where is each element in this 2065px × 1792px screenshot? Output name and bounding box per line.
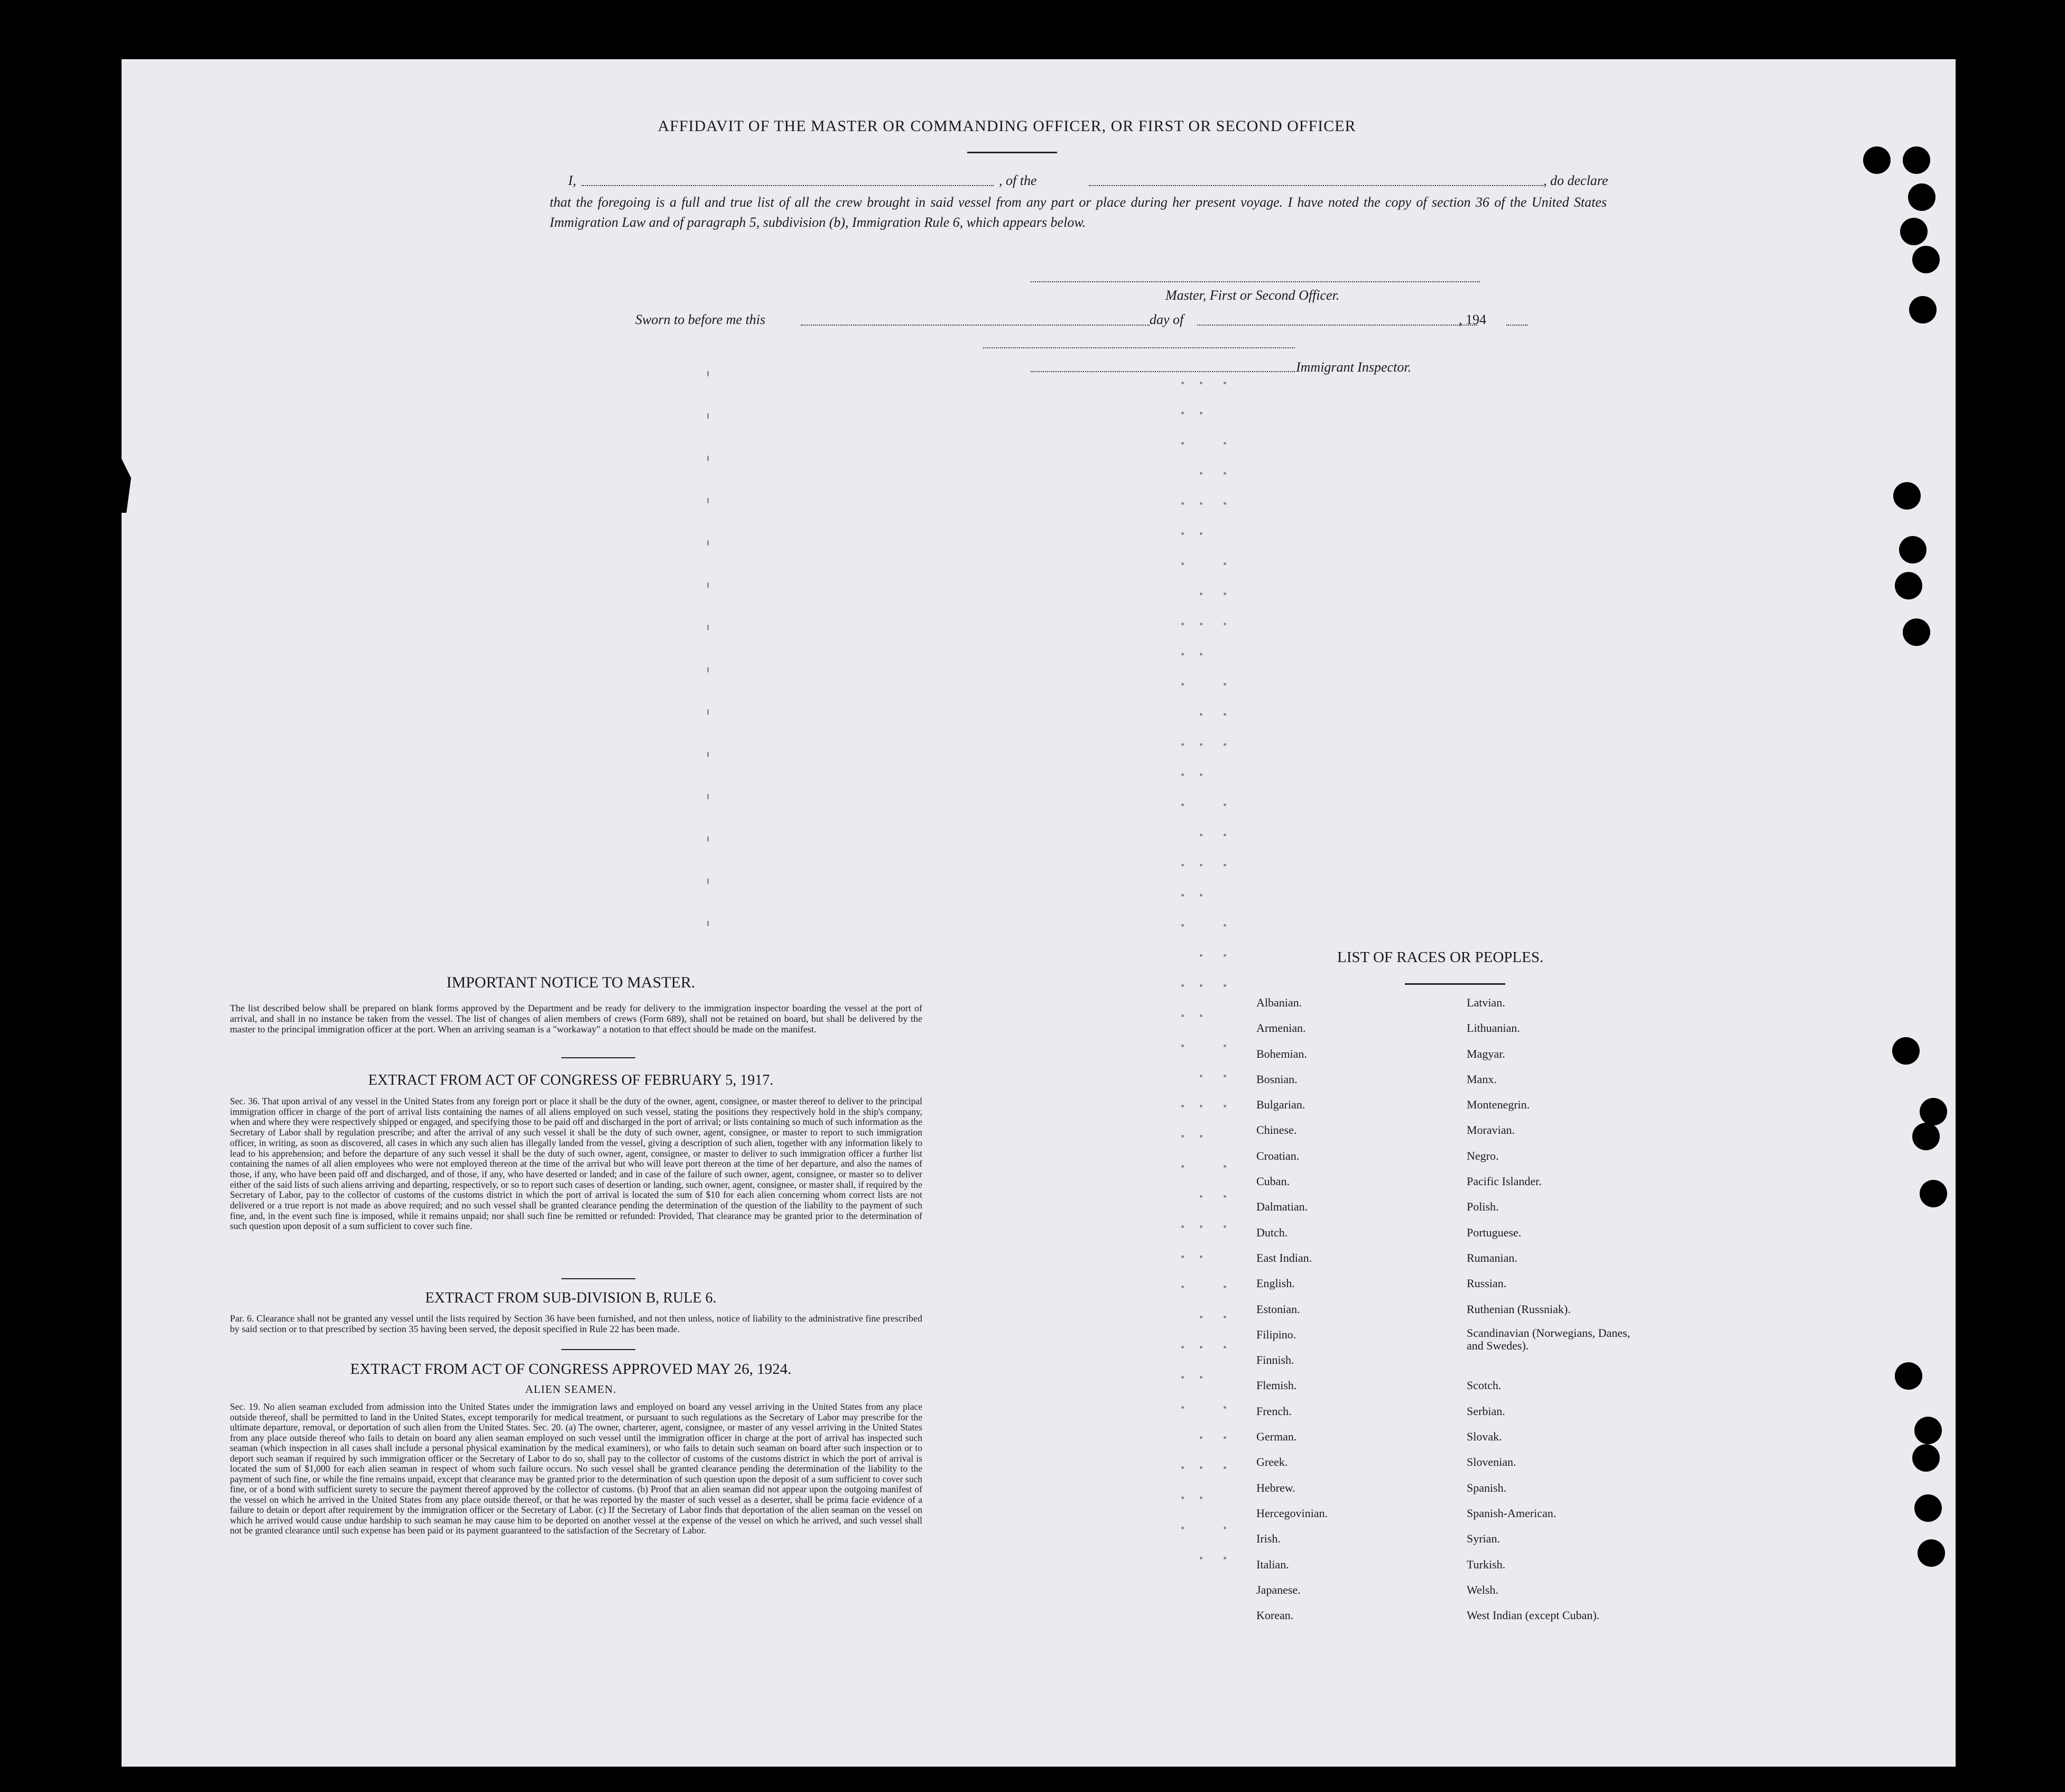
show-through-dot bbox=[1224, 593, 1226, 595]
sworn-blank[interactable] bbox=[801, 325, 1150, 326]
punch-hole bbox=[1895, 1362, 1922, 1390]
race-item: English. bbox=[1256, 1277, 1295, 1290]
race-item: Ruthenian (Russniak). bbox=[1467, 1302, 1571, 1316]
race-item: Magyar. bbox=[1467, 1047, 1505, 1060]
show-through-dot bbox=[1224, 442, 1226, 445]
show-through-dot bbox=[1181, 1165, 1184, 1168]
show-through-dot bbox=[1181, 1466, 1184, 1469]
show-through-dot bbox=[707, 709, 709, 715]
show-through-dot bbox=[1181, 1105, 1184, 1107]
extract-1924-subtitle: ALIEN SEAMEN. bbox=[525, 1383, 617, 1396]
show-through-dot bbox=[1224, 1466, 1226, 1469]
show-through-dot bbox=[1181, 984, 1184, 987]
show-through-dot bbox=[1200, 1316, 1202, 1318]
show-through-dot bbox=[1200, 773, 1202, 776]
race-item: Latvian. bbox=[1467, 996, 1505, 1009]
race-item: Spanish-American. bbox=[1467, 1506, 1557, 1520]
show-through-dot bbox=[1200, 1466, 1202, 1469]
punch-hole bbox=[1892, 1037, 1920, 1065]
race-item: Japanese. bbox=[1256, 1583, 1301, 1596]
show-through-dot bbox=[707, 498, 709, 503]
show-through-dot bbox=[1181, 653, 1184, 655]
show-through-dot bbox=[1200, 1105, 1202, 1107]
show-through-dot bbox=[1200, 472, 1202, 475]
show-through-dot bbox=[1224, 623, 1226, 625]
punch-hole bbox=[1900, 218, 1928, 245]
show-through-dot bbox=[1181, 412, 1184, 414]
notice-title: IMPORTANT NOTICE TO MASTER. bbox=[446, 974, 696, 991]
race-item: Scandinavian (Norwegians, Danes, and Swedes). bbox=[1467, 1326, 1631, 1352]
race-item: Hercegovinian. bbox=[1256, 1506, 1328, 1520]
inspector-label: Immigrant Inspector. bbox=[1296, 359, 1412, 375]
race-item: Syrian. bbox=[1467, 1532, 1500, 1546]
divider-3 bbox=[561, 1349, 635, 1350]
show-through-dot bbox=[1181, 623, 1184, 625]
rule6-title: EXTRACT FROM SUB-DIVISION B, RULE 6. bbox=[425, 1290, 717, 1306]
race-item: Bohemian. bbox=[1256, 1047, 1307, 1060]
race-item: Montenegrin. bbox=[1467, 1098, 1530, 1112]
show-through-dot bbox=[707, 371, 709, 376]
race-item: Lithuanian. bbox=[1467, 1021, 1520, 1035]
show-through-dot bbox=[1200, 1135, 1202, 1138]
show-through-dot bbox=[1224, 502, 1226, 505]
show-through-dot bbox=[1224, 1075, 1226, 1077]
vessel-blank[interactable] bbox=[1089, 185, 1543, 186]
race-item: Armenian. bbox=[1256, 1021, 1306, 1035]
show-through-dot bbox=[1181, 803, 1184, 806]
show-through-dot bbox=[707, 667, 709, 672]
races-left-column bbox=[1256, 995, 1447, 1633]
race-item: Rumanian. bbox=[1467, 1251, 1517, 1264]
show-through-dot bbox=[1181, 864, 1184, 866]
affidavit-declare: , do declare bbox=[1543, 173, 1608, 188]
show-through-dot bbox=[1181, 532, 1184, 535]
race-item: Russian. bbox=[1467, 1277, 1507, 1290]
show-through-dot bbox=[1181, 1376, 1184, 1379]
race-item: West Indian (except Cuban). bbox=[1467, 1609, 1600, 1622]
show-through-dot bbox=[707, 583, 709, 588]
race-item: Greek. bbox=[1256, 1455, 1288, 1469]
race-item: German. bbox=[1256, 1430, 1297, 1444]
show-through-dot bbox=[1224, 1286, 1226, 1288]
affidavit-i: I, bbox=[568, 173, 577, 188]
show-through-dot bbox=[1224, 1105, 1226, 1107]
show-through-dot bbox=[1224, 954, 1226, 957]
master-label: Master, First or Second Officer. bbox=[1165, 288, 1340, 303]
notice-body: The list described below shall be prepared on blank forms approved by the Department and be ready for delivery to the immigration inspector boarding the vessel at the port of arrival, and shall in no instance be taken from the vessel. The list of changes of alien members of crews (Form 689), shall not be retained on board, but shall be delivered by the master to the principal immigration officer at the port. When an arriving seaman is a "workaway" a notation to that effect should be made on the manifest. bbox=[230, 1003, 922, 1034]
show-through-dot bbox=[1181, 502, 1184, 505]
show-through-dot bbox=[1200, 984, 1202, 987]
show-through-dot bbox=[1200, 894, 1202, 897]
show-through-dot bbox=[707, 921, 709, 926]
show-through-dot bbox=[1224, 472, 1226, 475]
race-item: Bosnian. bbox=[1256, 1072, 1298, 1086]
race-item: Flemish. bbox=[1256, 1379, 1297, 1392]
show-through-dot bbox=[1200, 954, 1202, 957]
show-through-dot bbox=[1200, 834, 1202, 836]
show-through-dot bbox=[1200, 1014, 1202, 1017]
show-through-dot bbox=[1200, 1195, 1202, 1198]
show-through-dot bbox=[1181, 773, 1184, 776]
show-through-dot bbox=[1181, 924, 1184, 927]
punch-hole bbox=[1918, 1539, 1945, 1567]
show-through-dot bbox=[1181, 1286, 1184, 1288]
punch-hole bbox=[1893, 482, 1921, 510]
punch-hole bbox=[1895, 572, 1922, 599]
show-through-dot bbox=[1200, 412, 1202, 414]
show-through-dot bbox=[1181, 442, 1184, 445]
punch-hole bbox=[1912, 1123, 1940, 1150]
race-item: Pacific Islander. bbox=[1467, 1175, 1542, 1188]
show-through-dot bbox=[1224, 864, 1226, 866]
inspector-line-2[interactable] bbox=[1031, 371, 1295, 372]
divider-1 bbox=[561, 1057, 635, 1058]
show-through-dot bbox=[1224, 1527, 1226, 1529]
show-through-dot bbox=[1224, 1045, 1226, 1047]
race-item: Italian. bbox=[1256, 1557, 1289, 1571]
show-through-dot bbox=[1200, 1225, 1202, 1228]
day-blank[interactable] bbox=[1197, 325, 1477, 326]
show-through-dot bbox=[1200, 532, 1202, 535]
punch-hole bbox=[1908, 183, 1936, 211]
race-item: Irish. bbox=[1256, 1532, 1281, 1546]
punch-hole bbox=[1903, 146, 1930, 174]
race-item: Albanian. bbox=[1256, 996, 1302, 1009]
show-through-dot bbox=[1224, 1406, 1226, 1409]
show-through-dot bbox=[1200, 1497, 1202, 1499]
race-item: Serbian. bbox=[1467, 1404, 1505, 1418]
extract-1924-title: EXTRACT FROM ACT OF CONGRESS APPROVED MAY 26, 1924. bbox=[350, 1361, 792, 1378]
master-signature-line[interactable] bbox=[1031, 281, 1480, 282]
race-item: Chinese. bbox=[1256, 1123, 1297, 1137]
show-through-dot bbox=[1200, 864, 1202, 866]
show-through-dot bbox=[707, 456, 709, 461]
show-through-dot bbox=[1200, 743, 1202, 746]
race-item: Estonian. bbox=[1256, 1302, 1300, 1316]
show-through-dot bbox=[1224, 834, 1226, 836]
race-item: Filipino. bbox=[1256, 1327, 1297, 1341]
affidavit-of: , of the bbox=[999, 173, 1037, 188]
day-label: day of bbox=[1150, 312, 1184, 327]
show-through-dot bbox=[1181, 1527, 1184, 1529]
document-sheet bbox=[122, 59, 1956, 1767]
show-through-dot bbox=[1224, 1165, 1226, 1168]
show-through-dot bbox=[1224, 1195, 1226, 1198]
show-through-dot bbox=[707, 752, 709, 757]
sworn-label: Sworn to before me this bbox=[635, 312, 766, 327]
punch-hole bbox=[1903, 618, 1930, 646]
race-item: Bulgarian. bbox=[1256, 1098, 1305, 1112]
show-through-dot bbox=[707, 625, 709, 630]
show-through-dot bbox=[1200, 1255, 1202, 1258]
race-item: Welsh. bbox=[1467, 1583, 1498, 1596]
punch-hole bbox=[1899, 536, 1927, 564]
show-through-dot bbox=[1181, 894, 1184, 897]
race-item: Negro. bbox=[1467, 1149, 1499, 1162]
show-through-dot bbox=[707, 540, 709, 546]
show-through-dot bbox=[1224, 562, 1226, 565]
race-item: French. bbox=[1256, 1404, 1292, 1418]
show-through-dot bbox=[1224, 1557, 1226, 1559]
race-item: Portuguese. bbox=[1467, 1225, 1522, 1239]
show-through-dot bbox=[1224, 1346, 1226, 1348]
race-item: Croatian. bbox=[1256, 1149, 1300, 1162]
show-through-dot bbox=[1181, 1497, 1184, 1499]
punch-hole bbox=[1912, 1444, 1940, 1472]
show-through-dot bbox=[1200, 1557, 1202, 1559]
race-item: Slovak. bbox=[1467, 1430, 1502, 1444]
show-through-dot bbox=[1181, 1014, 1184, 1017]
show-through-dot bbox=[1224, 743, 1226, 746]
extract-1917-body: Sec. 36. That upon arrival of any vessel in the United States from any foreign port or place it shall be the duty of the owner, agent, consignee, or master thereof to deliver to the principal immigration officer in charge of the port of arrival lists containing the names of all aliens employed on such vessel, stating the positions they respectively hold in the ship's company, when and where they were respectively shipped or engaged, and specifying those to be paid off and discharged in the port of arrival; or lists containing so much of such information as the Secretary of Labor shall by regulation prescribe; and after the arrival of any such vessel it shall be the duty of such owner, agent, consignee, or master to report to such immigration officer, in writing, as soon as discovered, all cases in which any such alien has illegally landed from the vessel, giving a description of such alien, together with any information likely to lead to his apprehension; and before the departure of any such vessel it shall be the duty of such owner, agent, consignee, or master to deliver to such immigration officer a further list containing the names of all alien employees who were not employed thereon at the time of the arrival but who will leave port thereon at the time of her departure, and also the names of those, if any, who have been paid off and discharged, and of those, if any, who have deserted or landed; and in case of the failure of such owner, agent, consignee, or master so to deliver either of the said lists of such aliens arriving and departing, respectively, or so to report such cases of desertion or landing, such owner, agent, consignee, or master shall, if required by the Secretary of Labor, pay to the collector of customs of the customs district in which the port of arrival is located the sum of $10 for each alien concerning whom correct lists are not delivered or a true report is not made as above required; and no such vessel shall be granted clearance pending the determination of the question of the liability to the payment of such fine, and, in the event such fine is imposed, while it remains unpaid; nor shall such fine be remitted or refunded: Provided, That clearance may be granted prior to the determination of such question upon deposit of a sum sufficient to cover such fine. bbox=[230, 1096, 922, 1232]
race-item: Dutch. bbox=[1256, 1225, 1288, 1239]
show-through-dot bbox=[1224, 1436, 1226, 1439]
show-through-dot bbox=[1200, 1346, 1202, 1348]
race-item: Dalmatian. bbox=[1256, 1200, 1308, 1214]
show-through-dot bbox=[1224, 1225, 1226, 1228]
show-through-dot bbox=[1200, 1436, 1202, 1439]
year-label: , 194 bbox=[1459, 312, 1486, 327]
show-through-dot bbox=[1224, 803, 1226, 806]
show-through-dot bbox=[1181, 1406, 1184, 1409]
show-through-dot bbox=[1200, 1376, 1202, 1379]
affidavit-title: AFFIDAVIT OF THE MASTER OR COMMANDING OFFICER, OR FIRST OR SECOND OFFICER bbox=[658, 117, 1356, 135]
punch-hole bbox=[1914, 1494, 1942, 1522]
show-through-dot bbox=[1200, 382, 1202, 384]
show-through-dot bbox=[1224, 713, 1226, 716]
show-through-dot bbox=[707, 413, 709, 419]
extract-1924-body: Sec. 19. No alien seaman excluded from admission into the United States under the immigration laws and employed on board any vessel arriving in the United States from any place outside thereof, shall be permitted to land in the United States, except temporarily for medical treatment, or pursuant to such regulations as the Secretary of Labor may prescribe for the ultimate departure, removal, or deportation of such alien from the United States. Sec. 20. (a) The owner, charterer, agent, consignee, or master of any vessel arriving in the United States from any place outside thereof who fails to detain on board any alien seaman employed on such vessel until the immigration officer in charge at the port of arrival has inspected such seaman (which inspection in all cases shall include a personal physical examination by the medical examiners), or who fails to detain such seaman on board after such inspection or to deport such seaman if required by such immigration officer or the Secretary of Labor to do so, shall pay to the collector of customs of the customs district in which the port of arrival is located the sum of $1,000 for each alien seaman in respect of whom such failure occurs. No such vessel shall be granted clearance pending the determination of the liability to the payment of such fine, or while the fine remains unpaid, except that clearance may be granted prior to the determination of such question upon the deposit of a sum sufficient to cover such fine, or of a bond with sufficient surety to secure the payment thereof approved by the collector of customs. (b) Proof that an alien seaman did not appear upon the outgoing manifest of the vessel on which he arrived in the United States from any place outside thereof, or that he was reported by the master of such vessel as a deserter, shall be prima facie evidence of a failure to detain or deport after requirement by the immigration officer or the Secretary of Labor. (c) If the Secretary of Labor finds that deportation of the alien seaman on the vessel on which he arrived would cause undue hardship to such seaman he may cause him to be deported on another vessel at the expense of the vessel on which he arrived, and such vessel shall not be granted clearance until such expense has been paid or its payment guaranteed to the satisfaction of the Secretary of Labor. bbox=[230, 1401, 922, 1536]
race-item: Moravian. bbox=[1467, 1123, 1515, 1137]
race-item: East Indian. bbox=[1256, 1251, 1312, 1264]
divider-2 bbox=[561, 1278, 635, 1279]
show-through-dot bbox=[1224, 984, 1226, 987]
title-underline bbox=[967, 152, 1057, 153]
race-item: Cuban. bbox=[1256, 1175, 1290, 1188]
show-through-dot bbox=[1224, 924, 1226, 927]
show-through-dot bbox=[1181, 1255, 1184, 1258]
rule6-body: Par. 6. Clearance shall not be granted any vessel until the lists required by Section 36 have been furnished, and not then unless, notice of liability to the administrative fine prescribed by said section or to that prescribed by section 35 having been served, the deposit specified in Rule 22 has been made. bbox=[230, 1313, 922, 1334]
show-through-dot bbox=[707, 836, 709, 842]
show-through-dot bbox=[1181, 743, 1184, 746]
race-item: Turkish. bbox=[1467, 1557, 1506, 1571]
show-through-dot bbox=[1181, 1346, 1184, 1348]
show-through-dot bbox=[1224, 1316, 1226, 1318]
extract-1917-title: EXTRACT FROM ACT OF CONGRESS OF FEBRUARY 5, 1917. bbox=[368, 1072, 774, 1088]
punch-hole bbox=[1863, 146, 1891, 174]
race-item: Scotch. bbox=[1467, 1379, 1502, 1392]
show-through-dot bbox=[1181, 683, 1184, 686]
show-through-dot bbox=[1181, 1225, 1184, 1228]
show-through-dot bbox=[1200, 713, 1202, 716]
year-blank[interactable] bbox=[1506, 325, 1527, 326]
inspector-line-1[interactable] bbox=[983, 347, 1295, 348]
race-item: Hebrew. bbox=[1256, 1481, 1295, 1494]
punch-hole bbox=[1914, 1417, 1942, 1444]
races-right-column bbox=[1467, 995, 1763, 1633]
races-underline bbox=[1405, 983, 1505, 985]
race-item: Spanish. bbox=[1467, 1481, 1507, 1494]
name-blank[interactable] bbox=[581, 185, 994, 186]
show-through-dot bbox=[1200, 593, 1202, 595]
show-through-dot bbox=[1200, 623, 1202, 625]
races-title: LIST OF RACES OR PEOPLES. bbox=[1337, 949, 1544, 966]
show-through-dot bbox=[707, 879, 709, 884]
affidavit-body: that the foregoing is a full and true list of all the crew brought in said vessel from any part or place during her present voyage. I have noted the copy of section 36 of the United States Immigration Law and of paragraph 5, subdivision (b), Immigration Rule 6, which appears below. bbox=[550, 195, 1607, 230]
show-through-dot bbox=[1200, 502, 1202, 505]
show-through-dot bbox=[1181, 382, 1184, 384]
show-through-dot bbox=[1181, 562, 1184, 565]
race-item: Manx. bbox=[1467, 1072, 1497, 1086]
show-through-dot bbox=[1200, 1075, 1202, 1077]
show-through-dot bbox=[1181, 1045, 1184, 1047]
race-item: Polish. bbox=[1467, 1200, 1499, 1214]
show-through-dot bbox=[707, 794, 709, 799]
punch-hole bbox=[1909, 296, 1937, 324]
race-item: Finnish. bbox=[1256, 1353, 1294, 1367]
show-through-dot bbox=[1224, 683, 1226, 686]
show-through-dot bbox=[1224, 382, 1226, 384]
punch-hole bbox=[1920, 1180, 1947, 1207]
show-through-dot bbox=[1200, 653, 1202, 655]
race-item: Slovenian. bbox=[1467, 1455, 1516, 1469]
show-through-dot bbox=[1181, 1135, 1184, 1138]
race-item: Korean. bbox=[1256, 1609, 1294, 1622]
punch-hole bbox=[1920, 1098, 1947, 1125]
punch-hole bbox=[1912, 246, 1940, 273]
